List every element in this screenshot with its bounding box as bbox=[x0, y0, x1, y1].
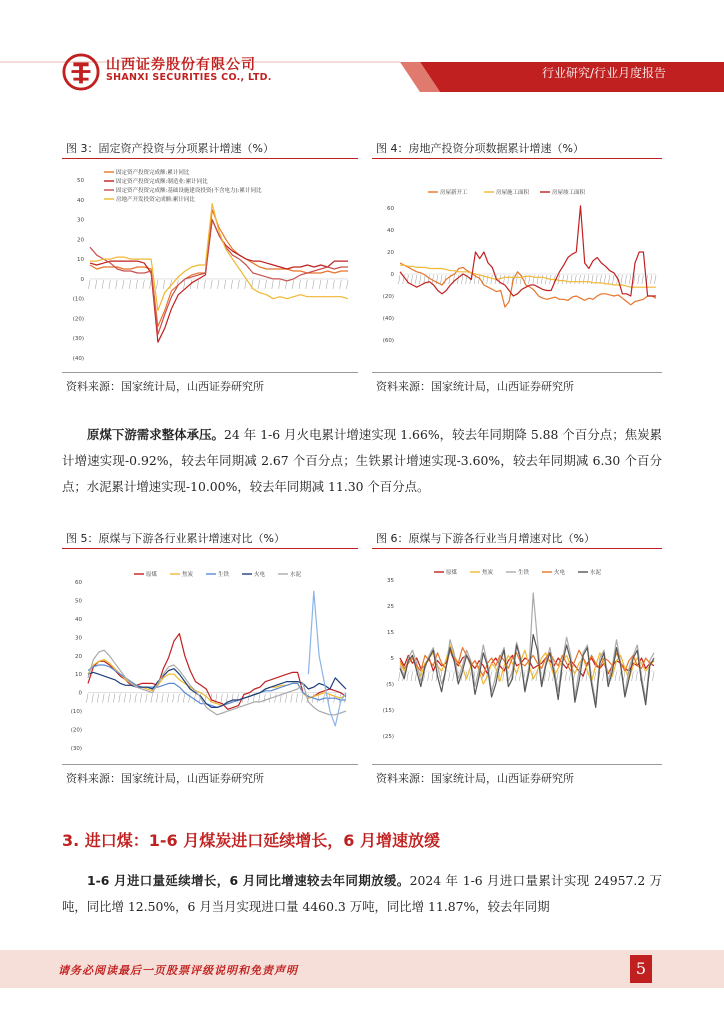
fig4-legend-label: 房屋竣工面积 bbox=[552, 190, 586, 196]
fig4-xtick bbox=[411, 275, 413, 284]
fig5-series-line bbox=[308, 591, 346, 726]
fig4-xtick bbox=[487, 275, 489, 284]
fig6-legend-label: 火电 bbox=[554, 570, 566, 576]
fig3-xtick bbox=[197, 280, 199, 289]
fig4-xtick bbox=[399, 275, 401, 284]
fig5-ytick-label: (20) bbox=[70, 727, 82, 734]
fig6-xtick bbox=[399, 672, 401, 681]
fig4-top-rule bbox=[372, 158, 662, 159]
fig4-xtick bbox=[604, 275, 606, 284]
fig6-xtick bbox=[557, 672, 559, 681]
fig4-ytick-label: (60) bbox=[382, 338, 394, 344]
fig5-xtick bbox=[119, 694, 121, 703]
fig6-xtick bbox=[432, 672, 434, 681]
fig6-xtick bbox=[428, 672, 430, 681]
fig4-xtick bbox=[638, 275, 640, 284]
fig4-xtick bbox=[545, 275, 547, 284]
section-heading: 3. 进口煤：1-6 月煤炭进口延续增长，6 月增速放缓 bbox=[62, 831, 440, 850]
fig4-xtick bbox=[583, 275, 585, 284]
fig5-xtick bbox=[232, 694, 234, 703]
fig6-xtick bbox=[594, 672, 596, 681]
fig6-xtick bbox=[453, 672, 455, 681]
fig3-legend-label: 房地产开发投资完成额:累计同比 bbox=[116, 197, 195, 203]
fig6-xtick bbox=[644, 672, 646, 681]
fig3-xtick bbox=[326, 280, 328, 289]
fig5-bottom-rule bbox=[62, 764, 358, 765]
fig4-chart bbox=[372, 162, 662, 368]
fig3-xtick bbox=[95, 280, 97, 289]
fig5-xtick bbox=[291, 694, 293, 703]
fig6-chart bbox=[372, 552, 662, 760]
fig3-ytick-label: 20 bbox=[77, 237, 84, 244]
fig6-xtick bbox=[619, 672, 621, 681]
fig5-series-line bbox=[88, 650, 346, 715]
fig3-series-line bbox=[90, 204, 348, 311]
fig4-xtick bbox=[516, 275, 518, 284]
fig6-bottom-rule bbox=[372, 764, 662, 765]
fig4-xtick bbox=[575, 275, 577, 284]
fig4-source: 资料来源：国家统计局，山西证券研究所 bbox=[376, 380, 574, 393]
fig5-xtick bbox=[156, 694, 158, 703]
fig3-xtick bbox=[258, 280, 260, 289]
paragraph-import-lead: 1-6 月进口量延续增长，6 月同比增速较去年同期放缓。 bbox=[87, 873, 410, 888]
fig3-legend-label: 固定资产投资完成额:累计同比 bbox=[116, 170, 190, 176]
fig4-xtick bbox=[503, 275, 505, 284]
company-name-en: SHANXI SECURITIES CO., LTD. bbox=[106, 72, 272, 83]
fig5-xtick bbox=[130, 694, 132, 703]
fig6-xtick bbox=[548, 672, 550, 681]
fig3-legend-label: 固定资产投资完成额:基础设施建设投资(不含电力):累计同比 bbox=[116, 188, 262, 194]
fig3-xtick bbox=[306, 280, 308, 289]
fig6-xtick bbox=[636, 672, 638, 681]
fig6-legend-label: 焦炭 bbox=[482, 570, 494, 576]
fig4-xtick bbox=[541, 275, 543, 284]
fig3-xtick bbox=[150, 280, 152, 289]
fig5-legend-label: 生铁 bbox=[218, 572, 230, 578]
fig6-ytick-label: 25 bbox=[387, 604, 394, 610]
fig3-series-line bbox=[90, 210, 348, 327]
paragraph-import-body: 2024 年 1-6 月进口量累计实现 24957.2 万吨，同比增 12.50%，6 月当月实现进口量 4460.3 万吨，同比增 11.87%，较去年同期 bbox=[62, 873, 662, 914]
fig5-ytick-label: (10) bbox=[70, 709, 82, 716]
fig5-xtick bbox=[113, 694, 115, 703]
fig3-xtick bbox=[313, 280, 315, 289]
fig3-xtick bbox=[299, 280, 301, 289]
paragraph-demand bbox=[62, 422, 662, 500]
fig3-xtick bbox=[238, 280, 240, 289]
fig4-xtick bbox=[461, 275, 463, 284]
fig4-xtick bbox=[571, 275, 573, 284]
fig4-xtick bbox=[491, 275, 493, 284]
fig3-xtick bbox=[184, 280, 186, 289]
fig5-top-rule bbox=[62, 548, 358, 549]
fig3-top-rule bbox=[62, 158, 358, 159]
fig4-xtick bbox=[642, 275, 644, 284]
fig5-ytick-label: 30 bbox=[75, 635, 82, 642]
fig5-chart bbox=[62, 552, 358, 760]
fig4-xtick bbox=[562, 275, 564, 284]
fig6-xtick bbox=[615, 672, 617, 681]
fig3-xtick bbox=[231, 280, 233, 289]
fig4-legend-label: 房屋施工面积 bbox=[496, 190, 530, 196]
fig3-xtick bbox=[136, 280, 138, 289]
fig5-xtick bbox=[135, 694, 137, 703]
fig5-xtick bbox=[173, 694, 175, 703]
fig4-ytick-label: 40 bbox=[387, 228, 394, 234]
fig4-xtick bbox=[457, 275, 459, 284]
fig4-xtick bbox=[621, 275, 623, 284]
paragraph-demand-lead: 原煤下游需求整体承压。 bbox=[87, 427, 224, 442]
fig5-xtick bbox=[302, 694, 304, 703]
fig6-ytick-label: 15 bbox=[387, 630, 394, 636]
fig6-legend-label: 生铁 bbox=[518, 570, 530, 576]
fig5-source: 资料来源：国家统计局，山西证券研究所 bbox=[66, 772, 264, 785]
fig4-xtick bbox=[508, 275, 510, 284]
fig3-xtick bbox=[279, 280, 281, 289]
fig5-xtick bbox=[296, 694, 298, 703]
fig6-xtick bbox=[411, 672, 413, 681]
fig3-title: 图 3：固定资产投资与分项累计增速（%） bbox=[66, 142, 274, 155]
fig4-xtick bbox=[558, 275, 560, 284]
fig3-ytick-label: 40 bbox=[77, 197, 84, 204]
fig6-xtick bbox=[569, 672, 571, 681]
fig4-xtick bbox=[478, 275, 480, 284]
fig3-xtick bbox=[89, 280, 91, 289]
fig6-source: 资料来源：国家统计局，山西证券研究所 bbox=[376, 772, 574, 785]
fig3-ytick-label: (10) bbox=[72, 296, 84, 303]
fig3-xtick bbox=[218, 280, 220, 289]
fig5-xtick bbox=[264, 694, 266, 703]
company-logo-icon bbox=[62, 53, 100, 91]
fig5-xtick bbox=[285, 694, 287, 703]
fig3-xtick bbox=[292, 280, 294, 289]
fig6-xtick bbox=[632, 672, 634, 681]
fig5-xtick bbox=[162, 694, 164, 703]
fig3-ytick-label: 0 bbox=[80, 276, 84, 283]
fig3-xtick bbox=[265, 280, 267, 289]
fig3-xtick bbox=[122, 280, 124, 289]
fig5-ytick-label: 60 bbox=[75, 580, 82, 586]
fig5-xtick bbox=[87, 694, 89, 703]
fig3-xtick bbox=[211, 280, 213, 289]
fig4-xtick bbox=[613, 275, 615, 284]
page-number: 5 bbox=[630, 955, 652, 983]
fig6-xtick bbox=[623, 672, 625, 681]
fig4-ytick-label: (20) bbox=[382, 294, 394, 300]
fig5-xtick bbox=[108, 694, 110, 703]
fig6-xtick bbox=[519, 672, 521, 681]
fig4-xtick bbox=[629, 275, 631, 284]
fig3-xtick bbox=[163, 280, 165, 289]
fig6-legend-label: 水泥 bbox=[590, 570, 602, 576]
fig5-legend-label: 原煤 bbox=[146, 572, 158, 578]
fig5-xtick bbox=[178, 694, 180, 703]
fig4-xtick bbox=[579, 275, 581, 284]
fig5-ytick-label: (30) bbox=[70, 746, 82, 752]
fig4-xtick bbox=[415, 275, 417, 284]
fig6-ytick-label: (15) bbox=[382, 708, 394, 714]
fig3-xtick bbox=[272, 280, 274, 289]
fig5-xtick bbox=[103, 694, 105, 703]
fig4-xtick bbox=[440, 275, 442, 284]
fig5-legend-label: 火电 bbox=[254, 572, 266, 578]
fig5-legend-label: 水泥 bbox=[290, 572, 302, 578]
fig4-xtick bbox=[608, 275, 610, 284]
fig4-xtick bbox=[655, 275, 657, 284]
fig3-ytick-label: 50 bbox=[77, 178, 84, 184]
fig3-source: 资料来源：国家统计局，山西证券研究所 bbox=[66, 380, 264, 393]
page-header bbox=[0, 0, 724, 100]
fig3-xtick bbox=[340, 280, 342, 289]
fig4-bottom-rule bbox=[372, 372, 662, 373]
fig4-xtick bbox=[537, 275, 539, 284]
fig3-ytick-label: (20) bbox=[72, 316, 84, 323]
fig3-xtick bbox=[109, 280, 111, 289]
fig6-ytick-label: (5) bbox=[386, 682, 394, 688]
fig3-xtick bbox=[204, 280, 206, 289]
fig5-ytick-label: 0 bbox=[78, 690, 82, 697]
fig5-xtick bbox=[140, 694, 142, 703]
fig5-xtick bbox=[97, 694, 99, 703]
fig3-ytick-label: 10 bbox=[77, 257, 84, 264]
fig5-xtick bbox=[248, 694, 250, 703]
fig3-xtick bbox=[347, 280, 349, 289]
fig3-xtick bbox=[143, 280, 145, 289]
fig6-xtick bbox=[407, 672, 409, 681]
fig4-series-line bbox=[400, 265, 656, 287]
fig5-xtick bbox=[167, 694, 169, 703]
fig5-ytick-label: 50 bbox=[75, 598, 82, 605]
report-type-label: 行业研究/行业月度报告 bbox=[541, 66, 666, 80]
fig5-xtick bbox=[237, 694, 239, 703]
fig4-title: 图 4：房地产投资分项数据累计增速（%） bbox=[376, 142, 584, 155]
fig4-ytick-label: (40) bbox=[382, 316, 394, 322]
fig5-ytick-label: 40 bbox=[75, 616, 82, 623]
fig6-ytick-label: 5 bbox=[390, 656, 394, 662]
fig3-legend-label: 固定资产投资完成额:制造业:累计同比 bbox=[116, 179, 208, 185]
fig6-xtick bbox=[415, 672, 417, 681]
fig4-xtick bbox=[625, 275, 627, 284]
fig5-xtick bbox=[226, 694, 228, 703]
fig5-legend-label: 焦炭 bbox=[182, 572, 194, 578]
fig6-xtick bbox=[565, 672, 567, 681]
fig5-ytick-label: 10 bbox=[75, 672, 82, 679]
fig3-xtick bbox=[129, 280, 131, 289]
fig5-xtick bbox=[221, 694, 223, 703]
fig4-ytick-label: 20 bbox=[387, 250, 394, 256]
fig4-xtick bbox=[650, 275, 652, 284]
fig3-xtick bbox=[319, 280, 321, 289]
fig3-ytick-label: 30 bbox=[77, 217, 84, 224]
fig3-bottom-rule bbox=[62, 372, 358, 373]
fig4-ytick-label: 0 bbox=[390, 272, 394, 278]
fig3-series-line bbox=[90, 220, 348, 335]
fig3-xtick bbox=[245, 280, 247, 289]
fig6-xtick bbox=[586, 672, 588, 681]
footer-disclaimer: 请务必阅读最后一页股票评级说明和免责声明 bbox=[58, 964, 298, 977]
fig3-ytick-label: (40) bbox=[72, 356, 84, 362]
fig5-xtick bbox=[183, 694, 185, 703]
fig3-xtick bbox=[224, 280, 226, 289]
fig6-ytick-label: (25) bbox=[382, 734, 394, 740]
fig3-xtick bbox=[333, 280, 335, 289]
fig6-top-rule bbox=[372, 548, 662, 549]
fig6-xtick bbox=[503, 672, 505, 681]
fig5-ytick-label: 20 bbox=[75, 653, 82, 660]
paragraph-import bbox=[62, 868, 662, 920]
fig5-title: 图 5：原煤与下游各行业累计增速对比（%） bbox=[66, 532, 285, 545]
fig5-xtick bbox=[275, 694, 277, 703]
fig4-ytick-label: 60 bbox=[387, 206, 394, 212]
fig6-xtick bbox=[448, 672, 450, 681]
fig6-title: 图 6：原煤与下游各行业当月增速对比（%） bbox=[376, 532, 595, 545]
fig5-xtick bbox=[146, 694, 148, 703]
fig6-legend-label: 原煤 bbox=[446, 570, 458, 576]
fig6-xtick bbox=[603, 672, 605, 681]
fig3-chart bbox=[62, 162, 358, 368]
fig5-xtick bbox=[151, 694, 153, 703]
fig5-xtick bbox=[124, 694, 126, 703]
fig4-xtick bbox=[566, 275, 568, 284]
fig5-xtick bbox=[194, 694, 196, 703]
fig4-xtick bbox=[587, 275, 589, 284]
fig6-xtick bbox=[653, 672, 655, 681]
fig3-ytick-label: (30) bbox=[72, 336, 84, 343]
fig3-xtick bbox=[156, 280, 158, 289]
fig6-xtick bbox=[469, 672, 471, 681]
fig4-legend-label: 房屋新开工 bbox=[440, 190, 468, 196]
fig5-xtick bbox=[92, 694, 94, 703]
fig3-xtick bbox=[102, 280, 104, 289]
fig6-ytick-label: 35 bbox=[387, 578, 394, 584]
fig3-xtick bbox=[116, 280, 118, 289]
paragraph-demand-body: 24 年 1-6 月火电累计增速实现 1.66%，较去年同期降 5.88 个百分点；焦炭累计增速实现-0.92%，较去年同期减 2.67 个百分点；生铁累计增速实现-3.60%，较去年同期减 6.30 个百分点；水泥累计增速实现-10.00%，较去年同期减 11.30 个百分点。 bbox=[62, 427, 662, 494]
company-name-cn: 山西证券股份有限公司 bbox=[106, 57, 256, 73]
fig4-xtick bbox=[419, 275, 421, 284]
